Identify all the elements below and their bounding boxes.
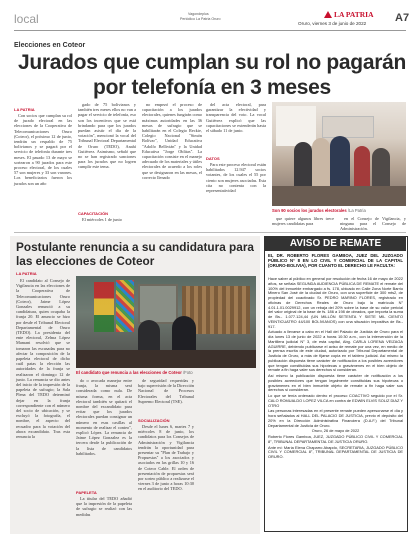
story2-column-1: El candidato al Consejo de Vigilancia en las elecciones de la Cooperativa de Telecomunicaciones Oruro (Coteor), Jaime López Gonzales renunció a su candidatura, quien ocupaba la franja 20. El anuncio se hizo por desde el Tribunal Electoral Departamental de Oruro (TEDO). La presidenta del ente electoral, Zelma López Mamani resolvió que se tomaron las escusadas para no afectar la composición de la papeleta electoral de dicho cuál patas la elección las autoridades de la franja se realizaron el domingo 12 de junio. La renuncia se dio antes del inicio de la impresión de la papeleta de sufragio; la Sala Plena del TEDO determinó dejar en la franja correspondiente con el número del socio de ubicación, y se excluyó la fotografía, el nombre, el aspecto del recuadro para la votación del ahora excandidato. Tras esta renuncia la: [16, 278, 70, 440]
story1-column-4b: Para este proceso electoral están habilitados 12.947 socios votantes, de los cuales el 55 por ciento son mujeres asociadas. Esta cita no contenta con la representatividad: [206, 162, 266, 194]
notice-paragraph-4: Lo que se tenía ordenado dentro el proceso COACTIVO seguido por el Sr. CALO ROMUALDO LOPEZ VILCA en contra de EDWIN ELVIS SOLIZ DIAZ Y OTRO: [268, 393, 403, 408]
photo-flag-red: [94, 282, 114, 332]
story1-column-2: [78, 102, 136, 227]
brand-mark-icon: [324, 11, 332, 18]
photo-person-1: [294, 142, 312, 190]
notice-paragraph-3: Así mismo la publicación dispuesta tiene carácter de notificación a los posibles acreedores que tengan legalmente constituidas sus hipotecas o gravámenes en el bien inmueble objeto de remate a fin haga valer sus derechos si consideran.: [268, 373, 403, 393]
notice-paragraph-5: Las personas interesadas en el presente remate pueden apersonarse el día y hora señalados al HALL DEL PALACIO DE JUSTICIA, previo el depósito del 20% en la Dirección Administrativa Financiera (D.A.F.) del Tribunal Departamental de Justicia de Oruro.: [268, 408, 403, 428]
story2-column-3: de seguridad requeridas y bajo supervisión de la Dirección Nacional de Procesos Electorales del Tribunal Supremo Electoral (TSE).: [138, 378, 194, 404]
remate-notice: [264, 236, 408, 532]
photo-flag-2: [116, 280, 134, 332]
story2-headline: Postulante renuncia a su candidatura para las elecciones de Coteor: [16, 240, 254, 268]
story1-column-3: no empezó el proceso de capacitación a los jurados electorales, quienes fungirán como máximas autoridades en las 36 mesas de sufragio que se habilitarán en el Colegio Reckie, Colegio Nacional "Simón Bolívar", Unidad Educativa "Adolfo Bellivián" y la Unidad Educativa "Jorge Oblitas". La capacitación consiste en el manejo adecuado de los materiales y útiles electorales de acuerdo a los roles que se designaron en las mesas, el correcto llenado: [142, 102, 202, 180]
story1-column-2b: El miércoles 1 de junio: [82, 217, 122, 222]
story1-headline: Jurados que cumplan su rol no pagarán por telefonía en 3 meses: [18, 51, 406, 99]
story1-column-4c: que quiere algunos libres trece mujeres candidatas para: [272, 216, 334, 227]
story2-photo: [76, 276, 256, 368]
story1-col2-text: gado de 75 bolivianos y también tres meses ellos no van a pagar el servicio de telefonía, eso son los incentivos que se está brindando para que los jurados puedan asistir el día de la votación", mencionó la vocal del Tribunal Electoral Departamental de Oruro (TEDO), Anahí Gutiérrez. Asimismo, señaló que no se han registrado sanciones para los jurados que no logren cumplir este tema.: [78, 102, 136, 170]
story1-column-1: Con socios que cumplan su rol de jurado electoral en las elecciones de la Cooperativa de Telecomunicaciones Oruro (Coteor), el próximo 12 de junio, tendrán un respaldo de 75 bolivianos y se pagará por el servicio de telefonía durante tres meses. El pasado 13 de mayo se sortearon a 90 jurados para este proceso electoral, de los cuales 57 son mujeres y 33 son varones. Los beneficiarios fueron los jurados son un año: [14, 113, 72, 186]
notice-signature-judge: Roberto Flores Gamboa, JUEZ, JUZGADO PÚBLICO CIVIL Y COMERCIAL 8°, TRIBUNAL DEPARTAMENTAL DE JUSTICIA ORURO.: [268, 434, 403, 444]
story2-column-3b: Desde el lunes 6, martes 7 y miércoles 8 de junio, los candidatos para los Consejos de Administración y Vigilancia tendrán la oportunidad para presentar su "Plan de Trabajo y Propuestas" a los asociados y asociados en las grillas 10 y 16 de Coteor Cable. El orden de presentación de propuestas será por sorteo público a realizarse el viernes 3 de junio a horas 10:30 en el auditorio del TEDO.: [138, 424, 194, 492]
story2-subhead-socializacion: SOCIALIZACIÓN: [138, 418, 170, 423]
notice-signature-secretary: Ante mí: María Elena Chaparro Abapdo, SECRETARIA, JUZGADO PÚBLICO CIVIL Y COMERCIAL 8°, TRIBUNAL DEPARTAMENTAL DE JUSTICIA DE ORURO.: [268, 444, 403, 459]
story2-photo-source: /Foto: [183, 370, 193, 375]
notice-paragraph-1: Hace saber al público en general por resolución de fecha 16 de mayo de 2022 años, se señala SEGUNDA AUDIENCIA PÚBLICA DE REMATE el remate del 100% del inmueble embargado a fs. 178, ubicado en Calle Zona Norte Barrio Minero San José de la ciudad de Oruro, con una superficie de 300 mts2, de propiedad del coactivado Sr. PEDRO MARINO FLORES, registrado en oficinas de Derechos Reales de Oruro bajo la matrícula N° 4.01.1.01.0029912, con un rebaja del 20% sobre la base de su valor pericial del valor original de la base de fs. 186 a 198 de obrados, que importa la suma de Bs.- 1.077.124,44 (UN MILLÓN SETENTA Y SIETE MIL CIENTO VEINTICUATRO 44/100 BOLIVIANOS) con una situación impositiva de Bs.- 917.: [268, 276, 403, 329]
story2-photo-caption: El candidato que renuncia a las elecciones de Coteor /Foto: [76, 370, 193, 375]
story1-photo-caption: Son 90 socios los jurados electorales /La Patria: [272, 208, 366, 213]
story1-subhead-datos: DATOS: [206, 156, 220, 161]
story2-column-2b: La titular del TEDO añadió que la impresión de la papeleta de sufragio se realizó con las medidas: [76, 496, 132, 517]
photo-table: [272, 186, 406, 206]
story2-column-2: do o avocada manejar entre franja, la misma será considerada como nula. De misma forma, en el acta electoral también se quitará el nombre del excandidato para evitar que los jurados electorales puedan consignar un número en esas casillas al momento de realizar el conteo", explicó López. La renuncia de Jaime López Gonzalez es la tercera desde la publicación de la lista de candidatos habilitados.: [76, 378, 132, 456]
issue-date: Oruro, viernes 3 de junio de 2022: [298, 21, 367, 26]
photo-banner: [322, 116, 374, 138]
notice-paragraph-2: Actuado a llevarse a cabo en el Hall del Palacio de Justicia de Oruro para el día lunes 13 de junio de 2022 a horas 10:30 a.m., con la intervención de la Martillera judicial N° 3, de esta capital, Abg. CARLA LORENA VEIZAGA AGUIRRE, debiendo publicarse el aviso de remate por una vez, en medio de la prensa escrita de este ciudad, autorizado por Tribunal Departamental de Justicia de Oruro, a más de fijarse copia en el tablero judicial. Así mismo la publicación dispuesta tiene carácter de notificación a los posibles acreedores que tengan constituidas sus hipotecas o gravámenes en el bien objeto de remate a fin haga valer sus derechos si consideran.: [268, 329, 403, 373]
story1-column-4: del acta electoral, para garantizar la efectividad y transparencia del voto. La vocal Gutiérrez explicó que las capacitaciones se extenderán hasta el sábado 11 de junio.: [206, 102, 266, 134]
notice-header: EL DR. ROBERTO FLORES GAMBOA, JUEZ DEL JUZGADO PÚBLICO N° 8 EN LO CIVIL Y COMERCIAL DE LA CAPITAL (ORURO-BOLIVIA), POR CUANTO EL DERECHO LE FACULTA:: [268, 253, 403, 269]
story1-subhead-capacitacion: CAPACITACIÓN: [78, 211, 109, 216]
story1-photo-source: /La Patria: [347, 208, 366, 213]
story1-column-5: en el Consejo de Vigilancia, y ninguna para el Consejo de Administración.: [340, 216, 406, 232]
page-header: [0, 0, 420, 30]
story2-subhead-papeleta: PAPELETA: [76, 490, 97, 495]
photo-person-5: [372, 148, 390, 190]
photo-window: [276, 106, 316, 146]
story2-byline: LA PATRIA: [16, 271, 37, 276]
story1-byline: LA PATRIA: [14, 107, 35, 112]
page-number: A7: [395, 12, 410, 24]
notice-date: Oruro, 26 de mayo de 2022: [311, 428, 360, 434]
story-divider: [14, 232, 406, 233]
brand-logo: [324, 11, 390, 18]
photo-desk: [76, 350, 256, 368]
photo-person-2: [312, 138, 330, 190]
header-divider: [14, 30, 406, 31]
brand-name: LA PATRIA: [334, 10, 374, 19]
sponsor-line-1: Vagondeplus: [188, 12, 209, 16]
section-label: local: [14, 12, 39, 26]
notice-body: [268, 277, 403, 529]
photo-person-4: [354, 146, 370, 190]
sponsor-line-2: Periódico La Patria Oruro: [180, 17, 221, 21]
story1-kicker: Elecciones en Coteor: [14, 42, 86, 49]
story1-photo: [272, 102, 406, 206]
photo-wall-panel: [138, 284, 178, 324]
notice-title: AVISO DE REMATE: [265, 237, 406, 251]
